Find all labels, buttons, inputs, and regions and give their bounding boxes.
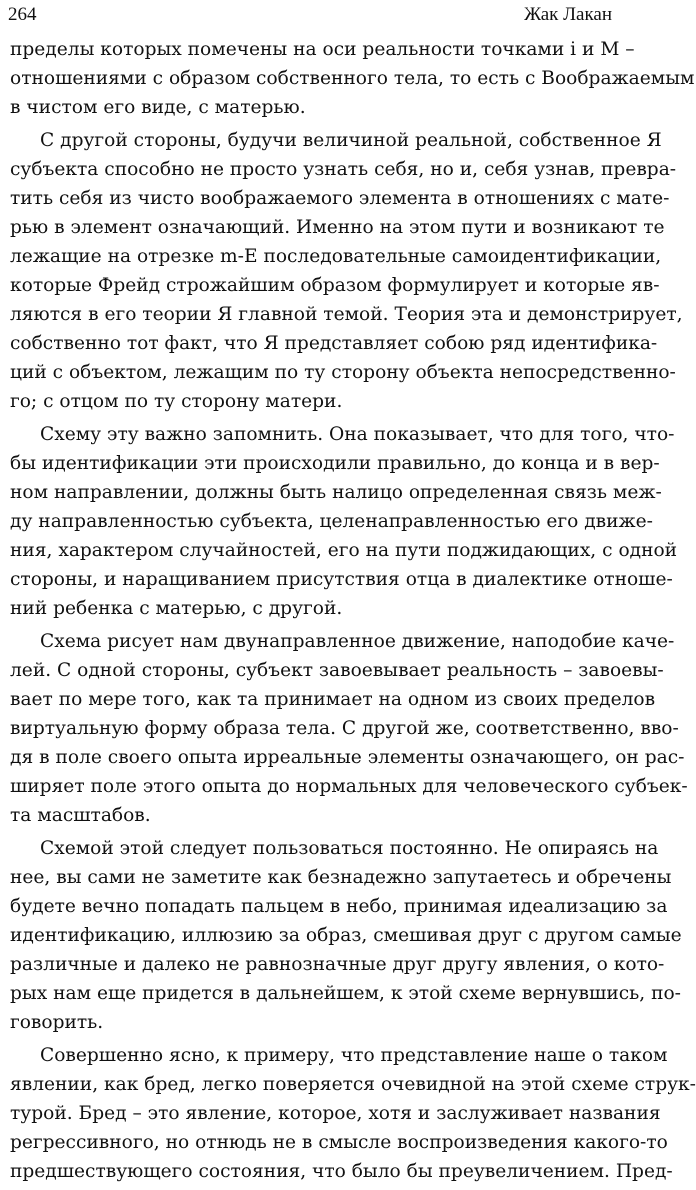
text-line: будете вечно попадать пальцем в небо, принимая идеализацию за — [10, 896, 668, 917]
page-number: 264 — [8, 4, 37, 25]
text-line: ном направлении, должны быть налицо определенная связь меж- — [10, 482, 662, 503]
text-line: Совершенно ясно, к примеру, что представление наше о таком — [40, 1045, 668, 1066]
paragraph — [10, 420, 678, 623]
running-title: Жак Лакан — [524, 4, 612, 25]
paragraph — [10, 627, 688, 830]
text-line: нее, вы сами не заметите как безнадежно запутаетесь и обречены — [10, 867, 672, 888]
text-line: ний ребенка с матерью, с другой. — [10, 598, 343, 619]
text-line: турой. Бред – это явление, которое, хотя и заслуживает названия — [10, 1103, 661, 1124]
text-line: пределы которых помечены на оси реальности точками i и M – — [10, 39, 635, 60]
text-line: в чистом его виде, с матерью. — [10, 97, 306, 118]
text-line: ния, характером случайностей, его на пути поджидающих, с одной — [10, 540, 678, 561]
text-line: субъекта способно не просто узнать себя, но и, себя узнав, превра- — [10, 159, 677, 180]
paragraph — [10, 1041, 696, 1186]
text-line: тить себя из чисто воображаемого элемента в отношениях с мате- — [10, 188, 670, 209]
text-line: ций с объектом, лежащим по ту сторону объекта непосредственно- — [10, 362, 676, 383]
text-line: различные и далеко не равнозначные друг другу явления, о кото- — [10, 954, 665, 975]
text-line: Схема рисует нам двунаправленное движение, наподобие каче- — [40, 631, 675, 652]
text-line: регрессивного, но отнюдь не в смысле воспроизведения какого-то — [10, 1132, 668, 1153]
text-line: бы идентификации эти происходили правильно, до конца и в вер- — [10, 453, 660, 474]
page-header — [8, 0, 612, 30]
text-line: рью в элемент означающий. Именно на этом пути и возникают те — [10, 217, 665, 238]
text-line: та масштабов. — [10, 805, 151, 826]
text-line: которые Фрейд строжайшим образом формулирует и которые яв- — [10, 275, 660, 296]
text-line: С другой стороны, будучи величиной реальной, собственное Я — [40, 130, 662, 151]
paragraph — [10, 126, 683, 416]
text-line: предшествующего состояния, что было бы преувеличением. Пред- — [10, 1161, 673, 1182]
text-line: ду направленностью субъекта, целенаправленностью его движе- — [10, 511, 653, 532]
text-line: ширяет поле этого опыта до нормальных для человеческого субъек- — [10, 776, 688, 797]
text-line: дя в поле своего опыта ирреальные элементы означающего, он рас- — [10, 747, 685, 768]
text-line: отношениями с образом собственного тела, то есть с Воображаемым — [10, 68, 695, 89]
text-line: виртуальную форму образа тела. С другой же, соответственно, вво- — [10, 718, 679, 739]
body-text — [10, 35, 696, 1190]
text-line: рых нам еще придется в дальнейшем, к этой схеме вернувшись, по- — [10, 983, 681, 1004]
text-line: ляются в его теории Я главной темой. Теория эта и демонстрирует, — [10, 304, 683, 325]
text-line: лежащие на отрезке m-E последовательные самоидентификации, — [10, 246, 662, 267]
text-line: вает по мере того, как та принимает на одном из своих пределов — [10, 689, 656, 710]
text-line: говорить. — [10, 1012, 104, 1033]
text-line: го; с отцом по ту сторону матери. — [10, 391, 343, 412]
text-line: идентификацию, иллюзию за образ, смешивая друг с другом самые — [10, 925, 682, 946]
text-line: лей. С одной стороны, субъект завоевывает реальность – завоевы- — [10, 660, 664, 681]
paragraph — [10, 834, 682, 1037]
text-line: Схемой этой следует пользоваться постоянно. Не опираясь на — [40, 838, 659, 859]
text-line: Схему эту важно запомнить. Она показывает, что для того, что- — [40, 424, 675, 445]
text-line: стороны, и наращиванием присутствия отца в диалектике отноше- — [10, 569, 673, 590]
paragraph — [10, 35, 695, 122]
text-line: явлении, как бред, легко поверяется очевидной на этой схеме струк- — [10, 1074, 696, 1095]
text-line: собственно тот факт, что Я представляет собою ряд идентифика- — [10, 333, 658, 354]
